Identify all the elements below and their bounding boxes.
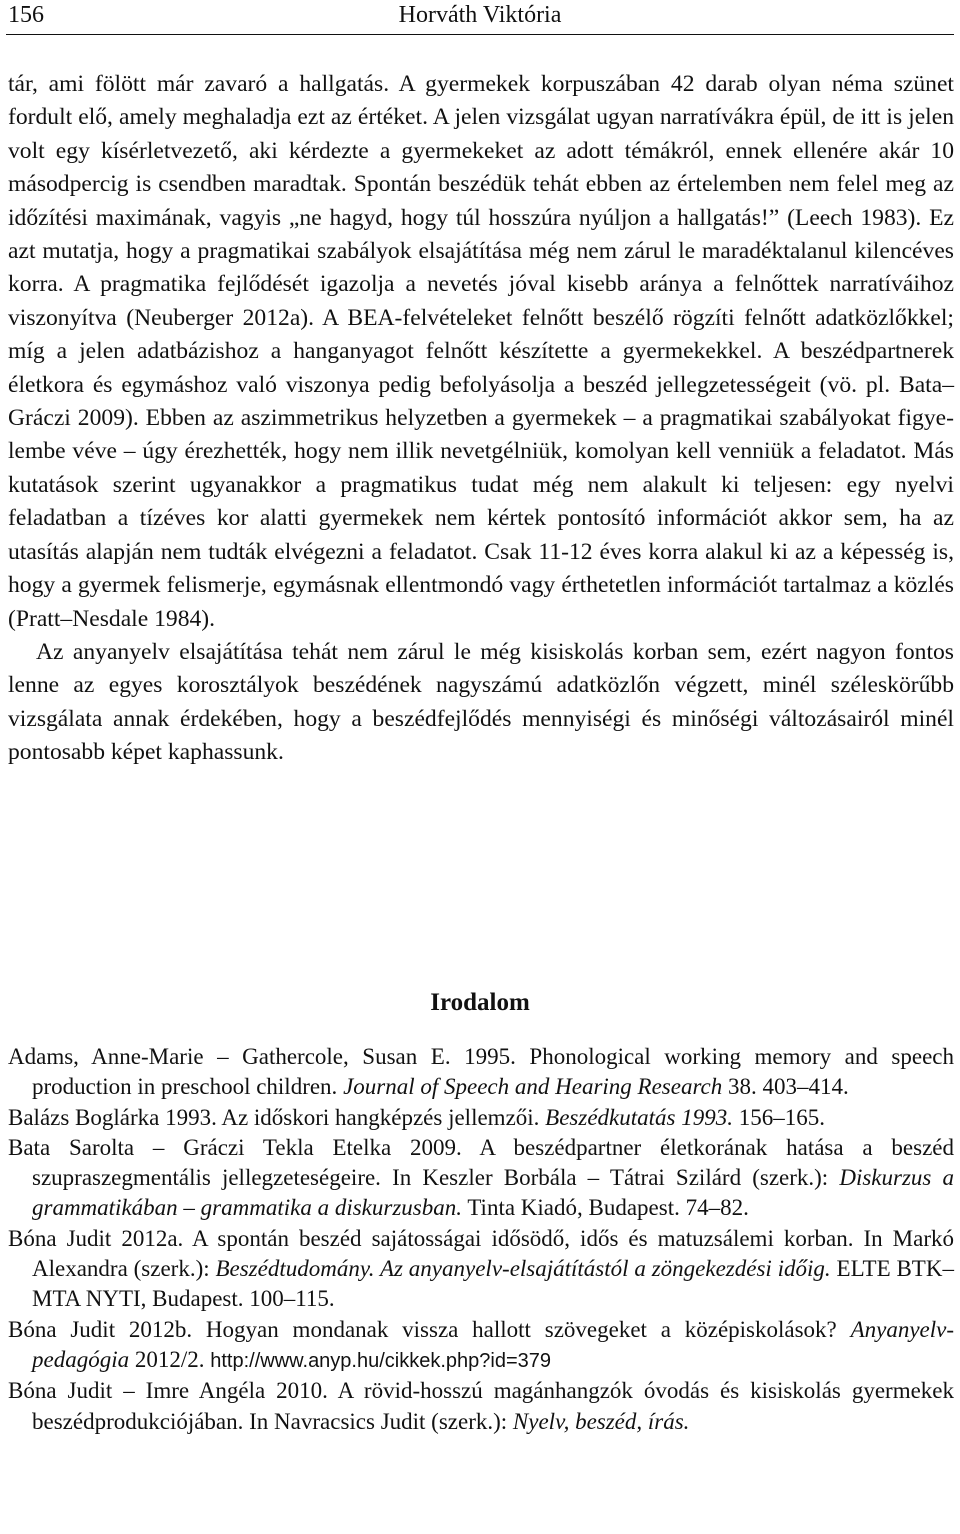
reference-url-link[interactable]: http://www.anyp.hu/cikkek.php?id=379	[210, 1349, 552, 1372]
reference-entry	[8, 1224, 954, 1315]
reference-text: 156–165.	[732, 1104, 825, 1130]
reference-source: Beszédkutatás 1993.	[545, 1104, 733, 1130]
reference-text: Bóna Judit 2012a. A spontán beszéd sajátosságai idősödő, idős és matuzsálemi korban. In Markó Alexandra (szerk.):	[8, 1225, 954, 1282]
reference-text: Bóna Judit 2012b. Hogyan mondanak vissza hallott szövegeket a középiskolások?	[8, 1316, 851, 1342]
reference-source: Beszédtudomány. Az anyanyelv-elsajátítástól a zöngekezdési időig.	[215, 1256, 831, 1282]
page-number: 156	[8, 2, 44, 28]
reference-text: Bata Sarolta – Gráczi Tekla Etelka 2009. A beszédpartner életkorának hatása a beszéd szupraszegmentális jellegzeteségeire. In Keszler Borbála – Tátrai Szilárd (szerk.):	[8, 1134, 954, 1191]
reference-source: Anyanyelv-pedagógia	[32, 1316, 954, 1372]
reference-list	[8, 1042, 954, 1437]
reference-text: Balázs Boglárka 1993. Az időskori hangképzés jellemzői.	[8, 1104, 546, 1130]
reference-entry	[8, 1103, 954, 1133]
reference-text: 2012/2.	[129, 1346, 211, 1372]
reference-entry	[8, 1376, 954, 1437]
body-text	[8, 68, 954, 770]
running-head: Horváth Viktória	[398, 2, 562, 28]
reference-source: Diskurzus a grammatikában – grammatika a diskurzusban.	[32, 1165, 954, 1221]
page-header	[6, 0, 954, 35]
reference-text: Adams, Anne-Marie – Gathercole, Susan E. 1995. Phonological working memory and speech production in preschool children.	[8, 1044, 954, 1100]
reference-entry	[8, 1315, 954, 1377]
reference-text: 38. 403–414.	[722, 1074, 849, 1100]
paragraph: tár, ami fölött már zavaró a hallgatás. A gyermekek korpuszában 42 darab olyan néma szünet fordult elő, amely meghaladja ezt az értéket. A jelen vizsgálat ugyan narratívákra épül, de itt is jelen volt egy kísérletvezető, aki kérdezte a gyermekeket az adott témákról, ennek ellenére akár 10 másodpercig is csendben maradtak. Spontán beszédük tehát ebben az értelemben nem felel meg az időzítési maximának, vagyis „ne hagyd, hogy túl hosszúra nyúljon a hallgatás!” (Leech 1983). Ez azt mutatja, hogy a pragmatikai szabályok elsajátítása még nem zárul le maradéktalanul kilencéves korra. A pragmatika fejlődését igazolja a nevetés jóval kisebb aránya a felnőttek narratíváihoz viszonyítva (Neuberger 2012a). A BEA-felvételeket felnőtt beszélő rögzíti felnőtt adatközlőkkel; míg a jelen adatbázishoz a hanganyagot felnőtt készítette a gyermekekkel. A beszédpartnerek életkora és egymáshoz való viszonya pedig befolyásolja a beszéd jellegzetességeit (vö. pl. Bata–Gráczi 2009). Ebben az aszimmetrikus helyzetben a gyermekek – a pragmatikai szabályokat figyelembe véve – úgy érezhették, hogy nem illik nevetgélniük, komolyan kell venniük a feladatot. Más kutatások szerint ugyanakkor a pragmatikus tudat még nem alakult ki teljesen: egy nyelvi feladatban a tízéves kor alatti gyermekek nem kértek pontosító információt akkor sem, ha az utasítás alapján nem tudták elvégezni a feladatot. Csak 11-12 éves korra alakul ki az a képesség is, hogy a gyermek felismerje, egymásnak ellentmondó vagy érthetetlen információt tartalmaz a közlés (Pratt–Nesdale 1984).	[8, 71, 954, 632]
paragraph: Az anyanyelv elsajátítása tehát nem zárul le még kisiskolás korban sem, ezért nagyon fontos lenne az egyes korosztályok beszédének nagyszámú adatközlőn végzett, minél széleskörűbb vizsgálata annak érdekében, hogy a beszédfejlődés mennyiségi és minőségi változásairól minél pontosabb képet kaphassunk.	[8, 638, 954, 766]
reference-text: Bóna Judit – Imre Angéla 2010. A rövid-hosszú magánhangzók óvodás és kisiskolás gyermekek beszédprodukciójában. In Navracsics Judit (szerk.):	[8, 1378, 954, 1434]
reference-source: Journal of Speech and Hearing Research	[343, 1074, 723, 1100]
reference-entry	[8, 1133, 954, 1224]
reference-source: Nyelv, beszéd, írás.	[512, 1408, 690, 1434]
reference-entry	[8, 1042, 954, 1103]
reference-text: ELTE BTK–MTA NYTI, Budapest. 100–115.	[32, 1256, 954, 1312]
section-heading: Irodalom	[430, 989, 530, 1016]
reference-text: Tinta Kiadó, Budapest. 74–82.	[461, 1195, 749, 1221]
